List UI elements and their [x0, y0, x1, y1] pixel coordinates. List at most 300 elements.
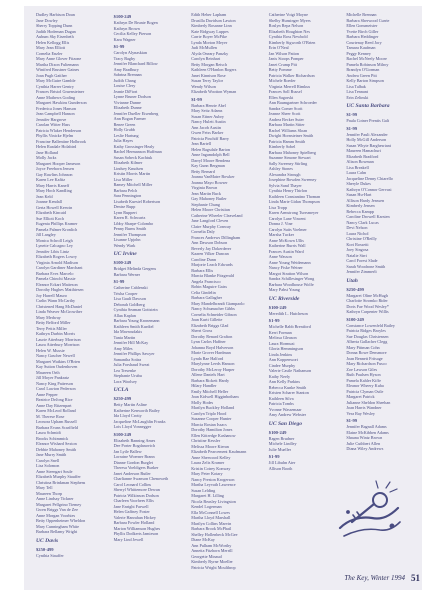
donor-name: Jennifer Bagnall Adams [346, 424, 387, 429]
donor-name: Edith Heber Lapham [191, 12, 227, 17]
gift-range-heading: $1-99 [268, 318, 280, 323]
donor-name: Debbie Mahoney Smith [36, 446, 77, 452]
donor-name: Barbara Brook McPhail [191, 526, 232, 531]
donor-name: Donna J. Vine [268, 221, 293, 226]
donor-name: Terry Pettis Miller [36, 325, 67, 331]
donor-name: Anne Wasson [268, 254, 292, 259]
donor-name: Barbara Werner [113, 271, 141, 277]
donor-name: Allaa Kaplan [113, 312, 136, 318]
donor-name: Josephine Bowden Sweeney [268, 177, 317, 182]
donor-name: Margaret H. Lilling [191, 493, 225, 498]
donor-name: Helen Rasdale Holabird [36, 144, 77, 149]
donor-name: Alberta Gallacher Clegg [346, 339, 388, 344]
donor-name: Lisabeth Kuestel Robertson [113, 198, 161, 204]
donor-name: Cecilia Kelley Pierson [113, 31, 152, 36]
donor-name: Celia Gindelin [191, 289, 216, 295]
donor-name: Kathy Neely [268, 373, 291, 379]
chapter-heading: Utah [346, 277, 358, 284]
donor-name: Barbara Mahoney Spielberg [268, 149, 316, 155]
donor-name: Jane Langford Cleven [191, 218, 229, 223]
donor-name: Kimberly Rosanne Linn [191, 23, 232, 28]
donor-name: Judi McMullen [191, 45, 217, 50]
donor-name: Joey Singosa [346, 247, 369, 252]
column-1 [36, 12, 108, 564]
donor-name: Jennifer Blanchard Billow [113, 61, 158, 66]
donor-name: Cynthia Ross Newbold [268, 34, 308, 39]
donor-name: Georgette Minaud [191, 553, 222, 559]
donor-name: Deborah Goldberg [113, 301, 145, 307]
donor-name: Virginia Arnold Madison [36, 259, 79, 265]
donor-name: Michele Lindley [268, 441, 297, 446]
donor-name: Sabrina Brennan [113, 72, 142, 77]
donor-name: Dorothy Hamilton Jones [191, 427, 233, 432]
donor-name: Mary Lind Jewell [113, 536, 144, 542]
donor-name: Shelby Hunsinger Myers [268, 17, 311, 23]
donor-name: Catherine Cablenski [113, 285, 148, 290]
donor-name: Katherine Burris Wall [268, 243, 306, 248]
donor-name: Rachel Williams Sloan [268, 127, 308, 133]
donor-name: Janet Anderson Butler [113, 470, 151, 476]
donor-name: Julia Forshaud Sweat [113, 362, 150, 367]
donor-name: Shelley Hollenbeck McGee [191, 531, 238, 537]
donor-name: Michele Roeder [268, 78, 296, 83]
donor-name: Dudley Harbison Doan [36, 12, 75, 17]
donor-name: Martha Lloyd Marshall [191, 515, 231, 520]
donor-name: Hilary Handler [191, 383, 217, 388]
donor-name: Ramey Mitchell Miller [113, 182, 153, 187]
donor-name: Mary Tell [36, 485, 53, 490]
donor-name: Jean Keld [36, 193, 53, 199]
donor-name: Penny Burns Smith [113, 226, 147, 231]
donor-name: Peggy Kenney [346, 50, 371, 56]
donor-name: Anne Pepper [36, 391, 58, 397]
donor-name: Yvonne Wassemaar [268, 406, 302, 412]
donor-name: Louise Clery [113, 83, 136, 88]
donor-name: Ashley Stones [268, 166, 293, 171]
donor-name: Anne McKown Ullis [268, 237, 304, 243]
donor-name: Elizabeth Rogers Lowry [36, 254, 77, 259]
donor-name: Janet Crump Pitt [268, 61, 297, 67]
donor-name: Joan Kidwell Higginbotham [191, 394, 239, 399]
donor-name: Patricia Wilkinson Dodson [113, 492, 159, 498]
donor-name: Mary Anne Glover Fitzone [36, 56, 82, 61]
donor-name: Barbara Martin Sitter [268, 122, 305, 127]
donor-name: Kathleen Smith Kurdiel [113, 323, 154, 329]
donor-name: Kathleen Constantino Thoman [268, 193, 321, 199]
donor-name: Helen Kellogg Ellis [36, 39, 70, 45]
donor-name: Barbara Heddinger [346, 34, 379, 39]
donor-name: Julianne Sheldon Sheehan [346, 399, 391, 405]
donor-name: Nancy Hulett Austin [191, 119, 226, 124]
donor-name: Ellen Sagorski [268, 94, 294, 100]
donor-name: Nancy Preston Krogerson [191, 476, 235, 482]
donor-name: Kathryn Durbin Morris [36, 331, 76, 336]
donor-name: Courtenay Reed Jory [346, 39, 382, 45]
donor-name: Phyllis Vinicke Hjelm [36, 133, 74, 138]
donor-name: Jan Wilson Patton [268, 50, 300, 56]
donor-name: Elizabeth Banning Ames [113, 437, 156, 443]
donor-name: Frances Bristol Gruensteiner [36, 89, 85, 94]
donor-name: Leslie Hartung [113, 132, 139, 138]
donor-name: Joan Kurtt Gillette [191, 317, 223, 322]
donor-name: Sherry Topping Dunn [36, 23, 73, 28]
donor-name: Lisa Breakell [346, 164, 369, 170]
donor-name: Kristen Scharer Stanton [268, 390, 309, 395]
donor-name: Laura Schmidt [36, 430, 61, 435]
donor-name: Stephanie Chung [191, 201, 220, 207]
donor-name: Nancy Clark Lucas [346, 219, 379, 225]
donor-name: Betty Pomme [268, 67, 292, 72]
chapter-heading: UC Santa Barbara [346, 103, 390, 109]
donor-name: Barbara Henrie Abel [191, 102, 226, 108]
donor-name: Melissa Gleason [268, 335, 297, 340]
key-illustration [334, 476, 404, 546]
donor-name: Brooks Schimmick [36, 435, 69, 441]
donor-name: Ann Pulham McWorthy [191, 542, 232, 548]
donor-name: Carol Leonard Collins [113, 481, 152, 487]
donor-name: Pamela Palmer Kronlich [36, 226, 78, 232]
donor-name: Darryl Moore Bendena [191, 157, 231, 163]
donor-name: Joyce Freeborn Jensen [36, 166, 74, 171]
donor-name: Janet Kinnison Rose [191, 72, 226, 78]
donor-name: Meredith L. Hutcheson [268, 310, 308, 316]
donor-name: Joy Harrell Mauro [36, 292, 67, 298]
donor-name: Lisa Miller [113, 176, 133, 182]
donor-name: Barbara Woodhouse Wolfe [268, 281, 314, 287]
donor-name: Nancy Fiske Weiner [268, 265, 303, 270]
donor-name: Ellen Kittredge Kashanow [191, 432, 236, 438]
donor-name: Anne Sherwood Kelley [191, 454, 231, 460]
donor-name: Sarah Woodrone Smith [346, 263, 386, 269]
donor-name: Gloria Hemmingson [268, 346, 304, 351]
donor-name: Laura Cahn [346, 170, 367, 175]
gift-range-heading: $1-99 [346, 112, 358, 117]
donor-name: Gerta Howell Kerwin [36, 204, 73, 210]
donor-name: Michelle Brennan [346, 12, 377, 17]
donor-name: Holly Grubb [113, 127, 135, 132]
donor-name: Kay Sutton Oudenhoven [36, 364, 78, 369]
donor-name: Sandra Comer Scott [268, 105, 303, 111]
donor-name: Lora Woolsey [113, 378, 138, 384]
donor-name: Joan Harris Wandner [346, 405, 382, 410]
gift-range-heading: $100-249 [113, 260, 132, 265]
donor-name: Caroline Dunn [191, 256, 216, 262]
donor-name: Judith Hodeman Dugan [36, 28, 76, 34]
donor-name: Kay Gunn Bergman [191, 163, 225, 168]
gift-range-heading: $100-249 [268, 304, 287, 310]
donor-name: Holly McGill Anderson [346, 137, 387, 142]
donor-name: Barbara Evans Scarffield [36, 424, 79, 430]
page-footer [296, 571, 420, 585]
donor-name: Patricia Wlaker Henderson [36, 127, 82, 133]
donor-name: Marion Williamson Hughes [113, 525, 161, 531]
donor-name: Carolyn Alynaskian [113, 50, 147, 55]
donor-name: Catherine Voigt Moyne [268, 12, 308, 17]
chapter-heading: UC San Diego [268, 420, 303, 427]
donor-name: Kimberly Byrne Moeller [191, 559, 233, 564]
donor-name: Ragen Brudner [268, 435, 295, 441]
donor-name: Erin Zelinski [346, 94, 369, 100]
donor-name: Karen McLeod Rolland [36, 408, 76, 413]
donor-name: Suzanne Cooper Hunter [191, 416, 232, 421]
donor-name: Marcia Blanke Fitzgerald [191, 273, 234, 278]
donor-name: Andrea Becker Suter [268, 116, 304, 122]
donor-name: Jill Moyer Pankratz [36, 375, 70, 380]
donor-name: Carrie Boyer McPike [191, 34, 228, 39]
donor-name: Tamara Kaufman [346, 45, 376, 50]
donor-name: Mary Hoch Kandling [36, 188, 72, 193]
donor-name: Betty Belford Miller [36, 320, 71, 325]
donor-name: Kristin Morris Martin [113, 171, 151, 176]
donor-name: Alison Bowman [346, 159, 374, 164]
donor-name: Barbara Gallagher [191, 295, 222, 300]
donor-name: Maureen Thorp [36, 490, 63, 496]
donor-name: Charlianne Swanson Chenoweth [113, 476, 169, 481]
gift-range-heading: $1-99 [113, 279, 125, 284]
gift-range-heading: $100-249 [346, 316, 364, 322]
donor-name: Charlotte Stromko Rider [346, 298, 388, 303]
donor-name: Helen Ragsdale Barton [191, 146, 231, 152]
donor-name: Christine Kessler [191, 438, 221, 443]
donor-name: Kimberly Sobel [268, 144, 296, 149]
donor-name: Mary Seitz Adams [191, 108, 223, 113]
donor-name: Christine O'Reilly [346, 236, 377, 241]
donor-name: Elizabeth Briggs Glad [191, 322, 229, 328]
donor-name: Pamela Kahler Kiffe [346, 377, 381, 383]
donor-name: Karen Lee Kafitz [36, 177, 66, 182]
donor-name: Anne Day Ritzenpart [36, 402, 72, 408]
donor-name: Zoe Lawson Giles [346, 366, 378, 372]
donor-name: Frances Soll Russel [268, 89, 302, 94]
donor-name: Sheryle Dukes [346, 181, 371, 186]
donor-name: Lorraine Woerner Brann [113, 454, 155, 459]
donor-name: Kendel Logerman [191, 504, 222, 509]
donor-name: Sherryl Whittemore Dewan [113, 487, 160, 492]
donor-name: Molly Hodes [191, 399, 214, 405]
donor-name: Lisanne Upjohn [113, 237, 141, 242]
donor-name: Kimberly Jensen [346, 203, 375, 208]
donor-name: Mary Pabst Young [268, 287, 300, 292]
donor-name: Christened Hang McDaniel [36, 303, 83, 309]
column-4 [269, 12, 341, 564]
donor-name: Margaret Watkins O'Brien [36, 358, 80, 364]
donor-name: Margot Stratton Wilson [268, 270, 309, 276]
donor-name: Barbara Sherwood Currie [346, 17, 390, 23]
donor-name: Susan Ettner Aubry [191, 113, 224, 119]
gift-range-heading: $1-99 [346, 125, 358, 131]
donor-name: Laura Nichol [346, 230, 369, 236]
donor-name: Marie Grover Hardman [191, 350, 231, 355]
donor-name: Amy Bradbury [113, 66, 139, 72]
donor-name: Carolyn Reinhart [191, 56, 221, 61]
donor-name: Marcia Rostan Issacs [191, 421, 227, 427]
gift-range-heading: $1-99 [191, 96, 202, 102]
donor-name: Kathryn O'Connor Gervasi [346, 186, 392, 192]
donor-name: Jeanne Sheer Scott [268, 111, 301, 116]
donor-name: Jean Bartell [191, 141, 212, 146]
donor-name: Ann Jacob Austin [191, 124, 221, 130]
donor-name: Kristin Cotrey Konway [191, 465, 231, 471]
donor-name: Barbara Bellamy Wright [36, 529, 78, 534]
donor-name: Roslyn Repa Nelson [268, 23, 304, 28]
donor-name: Elizabeth Wootton Wyman [191, 89, 237, 94]
donor-name: Lynette Calcagno Ley [36, 243, 73, 248]
donor-name: Eugenia Phillips Kramer [36, 221, 78, 226]
donor-name: Gay Mahoney Butler [191, 196, 227, 201]
donor-name: Cindee Murphy [268, 362, 296, 368]
donor-name: Francine Ballentine Holbrook [36, 138, 87, 144]
donor-name: Lisa Talbak [346, 83, 366, 89]
donor-name: Laura Zelis Kramer [191, 460, 225, 465]
donor-name: Mary Richardson Fusco [346, 361, 387, 366]
donor-name: Jane Murry Smith [36, 452, 67, 457]
donor-name: Beverly Jay Dokerderer [191, 245, 232, 251]
donor-name: Margaret Pellgrino Tiemey [36, 501, 82, 507]
donor-name: Ella McConnell Lowes [191, 509, 231, 515]
donor-name: Renee Green [113, 121, 136, 127]
donor-name: Mary Jean Elliott [36, 45, 66, 50]
donor-name: Martha Leyvath Lawrence [191, 482, 236, 487]
donor-name: Frederica Jones Hanson [36, 105, 77, 111]
donor-name: Cornelia Enzler [36, 50, 63, 56]
donor-name: Valerie Hanrahan Hickey [113, 514, 156, 520]
donor-name: Elaine McKibben Adams [346, 429, 389, 435]
donor-name: Janis Stoops Pomper [268, 56, 304, 61]
donor-name: Paula Cotner Prentis Galt [346, 118, 390, 123]
donor-name: Lynda Rae Halford [191, 355, 224, 361]
donor-name: Sue Douglas Christensen [346, 333, 389, 339]
donor-name: Eleanor Eckart Matteson [36, 281, 78, 287]
donor-name: Dorothy Renard Grafton [191, 333, 233, 339]
donor-name: Linda Jenkins [268, 351, 293, 357]
donor-name: Barbara Young Kronemann [113, 318, 160, 323]
donor-name: Denise Rupp [113, 204, 136, 209]
donor-name: Pamela Chinchi Massie [36, 276, 76, 281]
donor-name: Jean Martin Buck [191, 190, 221, 196]
donor-name: Rachel Hermanson Huffman [113, 149, 162, 154]
donor-name: Ann Koppenwort [268, 357, 298, 362]
donor-name: Kathy Grossinger Healy [113, 143, 155, 149]
donor-name: Lynne Bruner Dodson [113, 94, 151, 99]
donor-name: Laura Hormuzi [268, 340, 295, 346]
donor-name: Eleanor Wishard Sexton [36, 441, 77, 446]
donor-name: Diana Wiley Andrews [346, 446, 384, 451]
donor-name: Brandyn O'Gorman [346, 67, 380, 72]
donor-name: Anne Young Weidemann [268, 259, 311, 265]
donor-name: Anne Mathews Goding [36, 94, 76, 100]
donor-name: Joan Bennett Fritsage [346, 355, 383, 361]
donor-name: Kathleen Silva [268, 395, 294, 401]
donor-name: M. Therese Rose [36, 413, 65, 419]
donor-name: Kerri Forman [268, 329, 292, 335]
donor-name: Samantha Sotira [113, 356, 142, 362]
donor-name: Stephanie Urubu [113, 373, 142, 378]
donor-name: Vera Ray Wesley [346, 410, 376, 416]
donor-name: Martha Dixon Fultemann [36, 61, 79, 67]
donor-name: Kathryn Carpenter Willis [346, 309, 389, 314]
donor-name: Helen Gaffney Foster [113, 509, 150, 514]
donor-name: Drusilla Davidson Lawton [191, 17, 236, 23]
donor-name: Mary McGuire Gamble [36, 78, 76, 83]
donor-name: Lisa Tropp [268, 204, 288, 210]
donor-name: Marilyn Collins Marvin [191, 520, 232, 526]
donor-name: Cynthia Henry Thirlon [268, 188, 308, 193]
donor-name: Claire Murphy Conway [191, 223, 231, 229]
donor-name: Patricia Walker Richardson [268, 72, 315, 78]
donor-name: Jennifer Zimmerli [346, 269, 377, 274]
donor-name: Jennifer Pauli Alexander [346, 131, 388, 137]
donor-name: Kaaren Vilker Duncan [191, 251, 229, 256]
donor-name: Betty Morgan Reisch [191, 61, 227, 67]
donor-name: Molly Jacks [36, 155, 57, 160]
donor-name: Elizabeth Kincaid [36, 210, 67, 215]
donor-name: Devi Nelson [346, 225, 368, 230]
donor-name: Susan Terry Taylor [191, 78, 224, 83]
donor-name: Jennifer Libis Lintz [36, 248, 70, 254]
donor-name: Ida Mavroudakis [113, 329, 143, 334]
chapter-heading: UC Irvine [113, 251, 137, 257]
donor-name: Suzanne Simone Stewart [268, 155, 311, 160]
donor-name: Lea Tresenke [113, 367, 137, 373]
gift-range-heading: $1-99 [268, 454, 280, 459]
donor-name: Virginia Brown [191, 185, 218, 190]
donor-name: Nancy King Patterson [36, 380, 73, 386]
donor-name: Allison Booth [268, 465, 293, 471]
donor-name: Susan Hu-Hart [346, 192, 372, 197]
donor-name: Frances Andrews Dillingham [191, 234, 241, 240]
donor-name: Monica Schroll Leigh [36, 237, 73, 243]
donor-name: Andrea Green Pitt [346, 72, 377, 78]
donor-name: Julie Mueller [268, 446, 291, 452]
gift-range-heading: $100-249 [113, 431, 132, 437]
gift-range-heading: $100-249 [113, 14, 132, 19]
donor-name: Anne Steengart Soule [36, 468, 73, 474]
donor-name: Lisa Solomon [36, 463, 60, 468]
donor-name: Sandra Schillesinger Wong [268, 276, 315, 281]
donor-name: Johanna Boyd Halverson [191, 344, 234, 350]
column-3 [191, 12, 263, 570]
donor-name: Lynn Ruppert [113, 209, 137, 215]
donor-name: Constance Lowenfeld Bailey [346, 322, 395, 328]
donor-name: Wendy Wark [113, 242, 136, 248]
donor-name: Nicola Beasley Livingston [191, 498, 236, 504]
donor-name: Patricia Hamm Smith [268, 138, 306, 144]
donor-name: Mary Cunningham White [36, 523, 79, 529]
donor-name: Robin Maguire Gaiss [191, 284, 228, 289]
donor-name: Doris Fae Wood Wesley* [346, 303, 389, 309]
donor-name: Dee Porter Bogdanovich [113, 443, 155, 448]
donor-name: Cynthia Seaman Gottstein [113, 307, 158, 312]
donor-name: Jacqueline McLaughlin Franks [113, 418, 166, 424]
donor-name: Gwen Briggs Van de Zee [36, 507, 79, 512]
donor-name: Lisa Gault Dawson [113, 296, 146, 301]
donor-name: Melissa Moore Kieran [191, 443, 229, 449]
donor-name: Alexandra Strough [268, 171, 301, 177]
donor-name: Linda Marie Gidan Thompson [268, 199, 320, 204]
chapter-heading: UC Davis [36, 537, 59, 544]
donor-name: Betty Martin Asline [113, 402, 147, 407]
donor-name: Helen Moore Christian [191, 207, 230, 212]
column-2 [114, 12, 186, 564]
donor-name: Marjorie Leach Edwards [191, 262, 233, 267]
donor-name: Lindsey Knudsen [113, 165, 144, 171]
donor-name: Katherine Kenworth Bailey [113, 407, 160, 413]
donor-name: Pamela Robinson Milroy [346, 61, 389, 67]
donor-name: Frances Austin Ward [268, 248, 304, 254]
donor-name: Laurie Atterbury Morrison [36, 336, 81, 342]
donor-name: Mary Peter Kotary [191, 471, 223, 476]
donor-name: Jennifer Phillips Sawyer [113, 351, 155, 356]
